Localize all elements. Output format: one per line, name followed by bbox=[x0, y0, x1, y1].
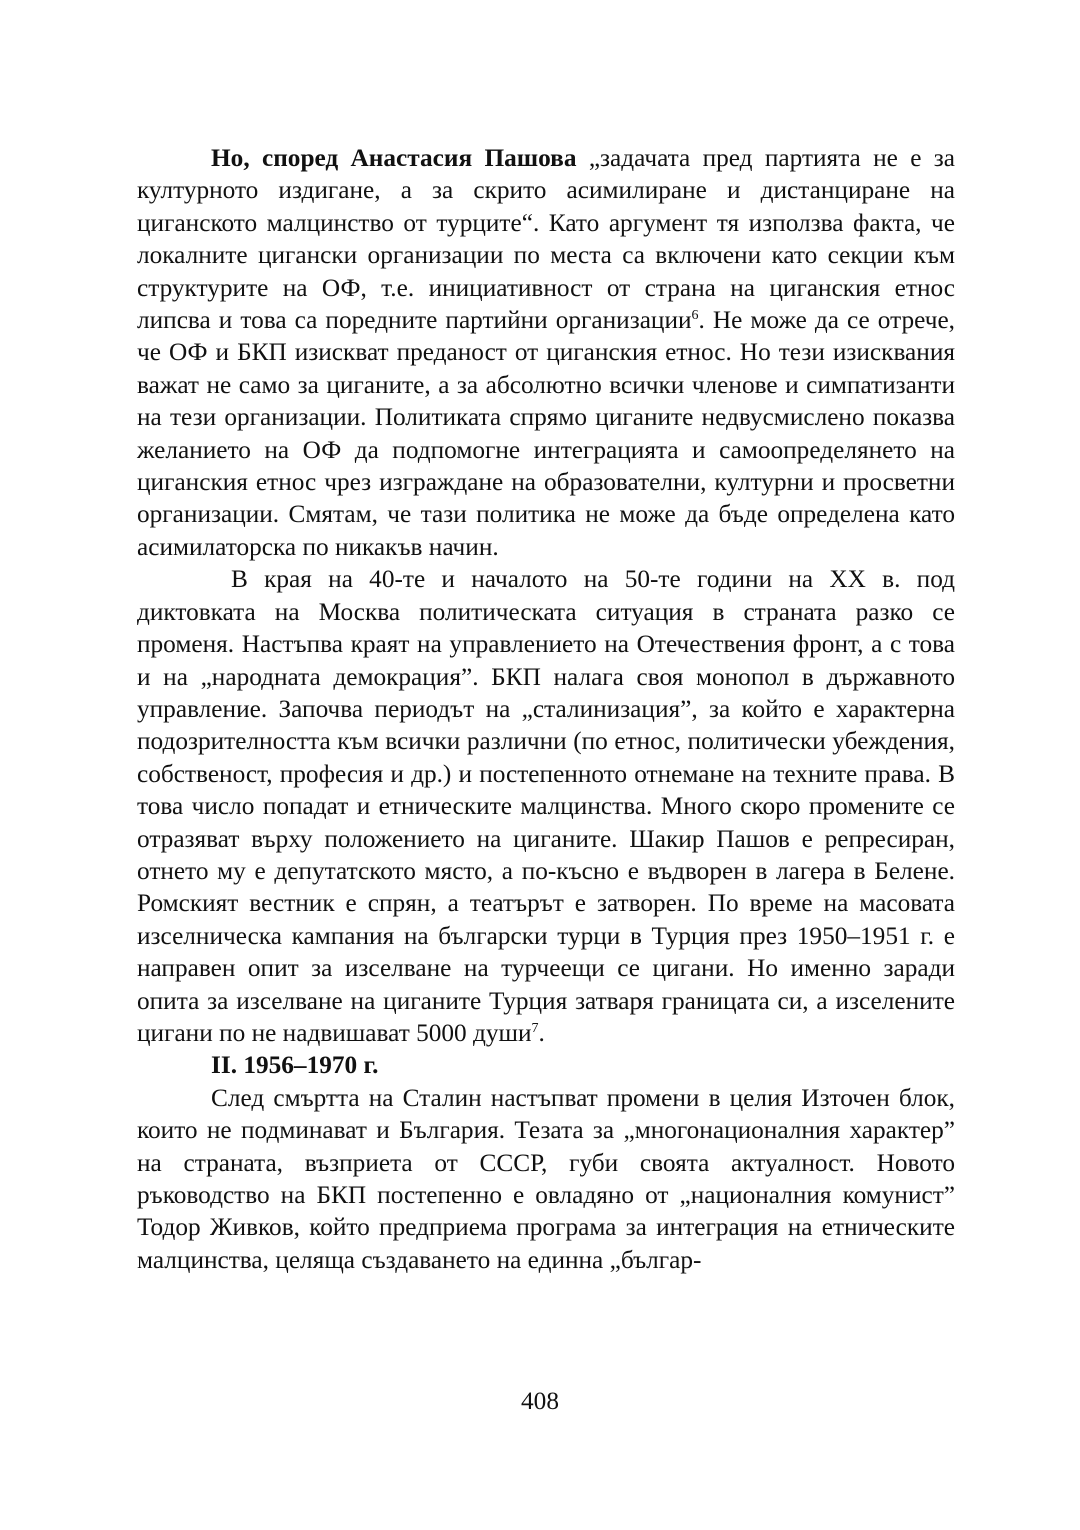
page-number: 408 bbox=[521, 1387, 559, 1415]
paragraph-text: В края на 40-те и началото на 50-те години на XX в. под диктовката на Москва политическата ситуация в страната разко се променя. Настъпва краят на управлението на Отечествения фронт, а с това и на „народната демокрация”. БКП налага своя монопол в държавното управление. Започва периодът на „сталинизация”, за който е характерна подозрителността към всички различни (по етнос, политически убеждения, собственост, професия и др.) и постепенното отнемане на техните права. В това число попадат и етническите малцинства. Много скоро промените се отразяват върху положението на циганите. Шакир Пашов е репресиран, отнето му е депутатското място, а по-късно е въдворен в лагера в Белене. Ромският вестник е спрян, а театърът е затворен. По време на масовата изселническа кампания на български турци в Турция през 1950–1951 г. е направен опит за изселване на турчеещи се цигани. Но именно заради опита за изселване на циганите Турция затваря границата си, а изселените цигани по не надвишават 5000 души bbox=[137, 565, 955, 1047]
section-heading bbox=[137, 1049, 955, 1081]
footnote-marker: 6 bbox=[691, 308, 699, 324]
paragraph-stalinization bbox=[137, 563, 955, 1049]
paragraph-after-stalin bbox=[137, 1082, 955, 1276]
paragraph-text: След смъртта на Сталин настъпват промени в целия Източен блок, които не подминават и България. Тезата за „многонационалния характер” на страната, възприета от СССР, губи своята актуалност. Новото ръководство на БКП постепенно е овладяно от „националния комунист” Тодор Живков, който предприема програма за интеграция на етническите малцинства, целяща създаването на единна „българ- bbox=[137, 1083, 955, 1274]
footnote-marker: 7 bbox=[531, 1020, 539, 1036]
section-heading-text: II. 1956–1970 г. bbox=[211, 1051, 379, 1080]
bold-lead-text: Но, според Анастасия Пашова bbox=[211, 144, 577, 172]
paragraph-pashova bbox=[137, 142, 955, 563]
paragraph-text-continued: . bbox=[538, 1018, 545, 1047]
body-text bbox=[137, 142, 955, 1276]
paragraph-text: „задачата пред партията не е за културното издигане, а за скрито асимилиране и дистанциране на циганското малцинство от турците“. Като аргумент тя използва факта, че локалните цигански организации по места са включени като секции към структурите на ОФ, т.е. инициативност от страна на циганския етнос липсва и това са поредните партийни организации bbox=[137, 144, 956, 335]
paragraph-text-continued: . Не може да се отрече, че ОФ и БКП изискват преданост от циганския етнос. Но тези изисквания важат не само за циганите, а за абсолютно всички членове и симпатизанти на тези организации. Политиката спрямо циганите недвусмислено показва желанието на ОФ да подпомогне интеграцията и самоопределянето на циганския етнос чрез изграждане на образователни, културни и просветни организации. Смятам, че тази политика не може да бъде определена като асимилаторска по никакъв начин. bbox=[137, 306, 956, 561]
